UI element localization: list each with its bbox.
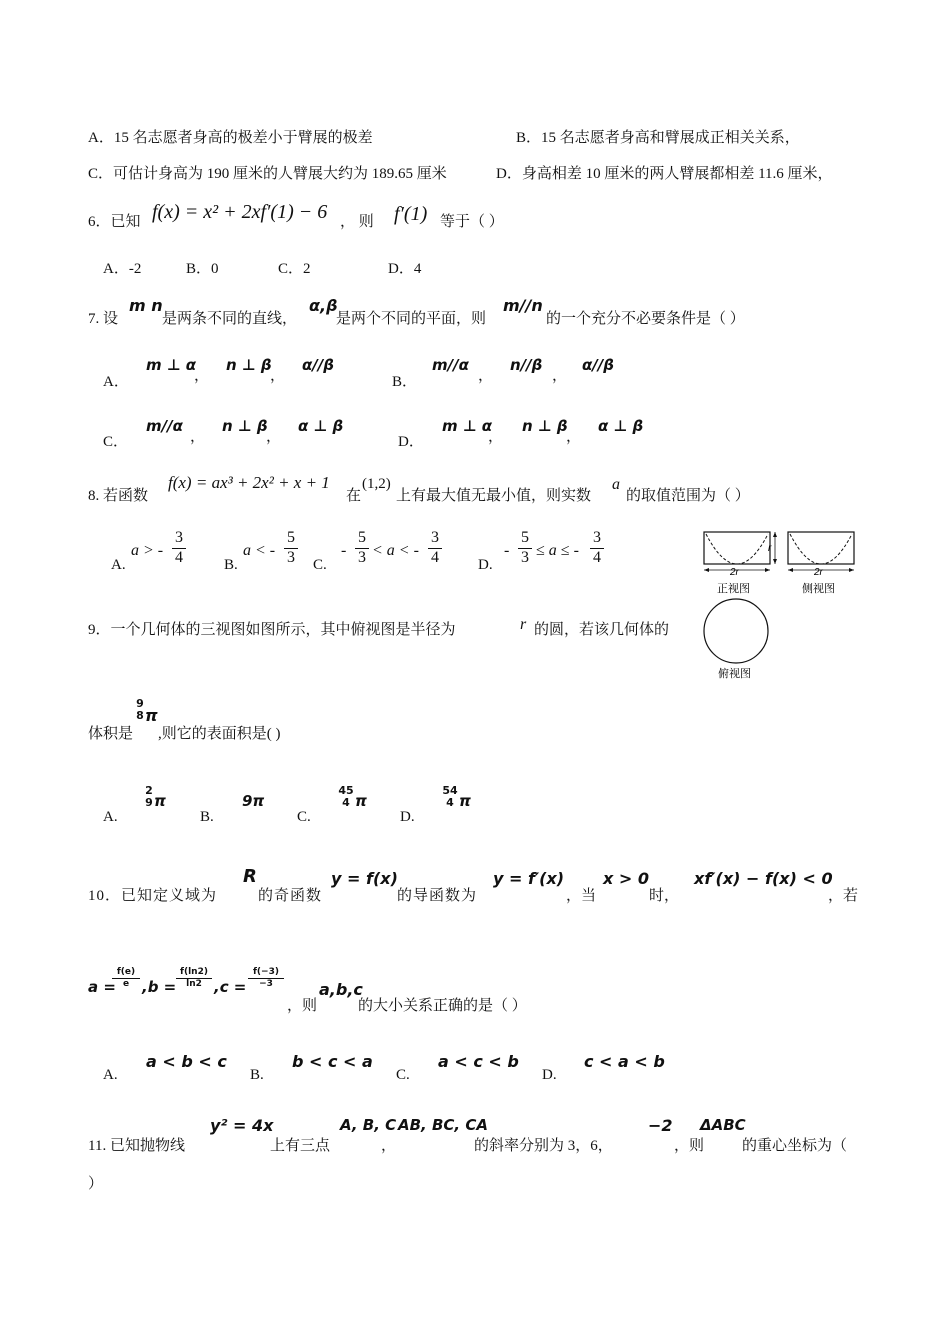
q10-c-def: ,c = xyxy=(214,978,247,996)
q9-stem: 9．一个几何体的三视图如图所示，其中俯视图是半径为 xyxy=(88,622,456,638)
q9-stem-2: 的圆，若该几何体的 xyxy=(534,622,670,638)
q8-text-3: 的取值范围为（ ） xyxy=(626,488,750,504)
q11-sides: AB, BC, CA xyxy=(398,1116,488,1134)
q11-text-1: 上有三点 xyxy=(270,1138,331,1154)
q10-abc: a,b,c xyxy=(319,980,363,999)
fraction-numerator: 3 xyxy=(431,529,439,546)
q7-option-c-label: C． xyxy=(103,434,129,450)
q8-interval: (1,2) xyxy=(362,476,391,492)
q8-num: 8. 若函数 xyxy=(88,488,149,504)
q8-option-d-fraction-2 xyxy=(590,530,604,567)
q7-option-b-sep-1: ， xyxy=(478,368,494,384)
three-view-figure xyxy=(696,528,862,684)
q7-option-b-1: m//α xyxy=(432,356,469,374)
q7-option-d-sep-2: ， xyxy=(566,429,582,445)
q9-option-a-label: A. xyxy=(103,809,118,825)
q6-formula-2: f′(1) xyxy=(394,203,428,225)
fraction-denominator: ln2 xyxy=(186,979,202,990)
q5-option-c: C．可估计身高为 190 厘米的人臂展大约为 189.65 厘米 xyxy=(88,166,447,182)
q5-option-a: A．15 名志愿者身高的极差小于臂展的极差 xyxy=(88,130,373,146)
fraction-numerator: 54 xyxy=(442,784,458,797)
q7-option-a-1: m ⊥ α xyxy=(146,356,197,374)
q7-option-b-label: B． xyxy=(392,374,418,390)
q7-option-b-2: n//β xyxy=(510,356,543,374)
fraction-denominator: 9 xyxy=(145,795,153,809)
fraction-numerator: 9 xyxy=(136,697,144,710)
q8-option-c-label: C. xyxy=(313,557,327,573)
q8-option-c-neg: - xyxy=(341,542,347,559)
q7-option-d-sep-1: ， xyxy=(488,429,504,445)
q11-text-4: 的重心坐标为（ xyxy=(742,1138,848,1154)
q10-b-def: ,b = xyxy=(142,978,177,996)
top-view xyxy=(704,599,768,680)
q8-formula: f(x) = ax³ + 2x² + x + 1 xyxy=(168,473,330,492)
q8-option-d-op: ≤ a ≤ - xyxy=(536,542,579,559)
fraction-denominator: 4 xyxy=(175,548,183,566)
fraction-denominator: 4 xyxy=(431,548,439,566)
fraction-numerator: f(ln2) xyxy=(180,967,208,977)
q9-option-c-label: C. xyxy=(297,809,311,825)
q11-triangle: ΔABC xyxy=(700,1116,746,1134)
fraction-numerator: 5 xyxy=(358,529,366,546)
fraction-denominator: −3 xyxy=(259,979,273,990)
fraction-numerator: 45 xyxy=(338,784,354,797)
q8-option-b-op: a < - xyxy=(243,542,276,559)
q10-inequality: xf′(x) − f(x) < 0 xyxy=(694,869,833,888)
q6-stem-mid: ， 则 xyxy=(340,214,374,230)
q6-stem-suffix: 等于（ ） xyxy=(440,214,504,230)
q10-option-d: c < a < b xyxy=(584,1052,665,1071)
q10-text-5: ，若 xyxy=(828,888,859,904)
fraction-numerator: 3 xyxy=(593,529,601,546)
top-view-label: 俯视图 xyxy=(718,668,751,680)
fraction-denominator: e xyxy=(122,979,130,990)
q10-b-fraction xyxy=(176,968,212,990)
q11-text-2: 的斜率分别为 3，6， xyxy=(474,1138,613,1154)
q7-option-d-label: D． xyxy=(398,434,424,450)
q9-option-c-pi: π xyxy=(355,792,367,810)
q7-option-d-2: n ⊥ β xyxy=(522,417,568,435)
q10-y-fpx: y = f′(x) xyxy=(493,869,565,888)
q8-option-b-label: B. xyxy=(224,557,238,573)
q11-num: 11. 已知抛物线 xyxy=(88,1138,185,1154)
q10-option-a: a < b < c xyxy=(146,1052,227,1071)
fraction-denominator: 3 xyxy=(521,548,529,566)
q7-option-b-sep-2: ， xyxy=(552,368,568,384)
fraction-numerator: f(−3) xyxy=(253,967,279,977)
q9-volume-fraction xyxy=(135,698,145,721)
q10-text-6: ，则 xyxy=(287,998,318,1014)
q6-option-b: B．0 xyxy=(186,261,219,277)
q10-option-c-label: C. xyxy=(396,1067,410,1083)
q11-text-3: ，则 xyxy=(674,1138,705,1154)
front-view xyxy=(704,532,777,595)
q9-option-d-fraction xyxy=(442,785,458,808)
fraction-denominator: 4 xyxy=(593,548,601,566)
fraction-denominator: 3 xyxy=(358,548,366,566)
side-view-label: 侧视图 xyxy=(802,583,835,595)
q8-option-d-neg: - xyxy=(504,542,510,559)
q6-formula: f(x) = x² + 2xf′(1) − 6 xyxy=(152,201,328,223)
q11-sep: ， xyxy=(381,1138,397,1154)
q7-condition: m//n xyxy=(503,296,543,315)
fraction-numerator: f(e) xyxy=(116,967,136,977)
q7-option-c-sep-1: ， xyxy=(190,429,206,445)
q11-points: A, B, C xyxy=(340,1116,397,1134)
q8-option-b-fraction xyxy=(284,530,298,567)
q8-option-c-fraction-1 xyxy=(355,530,369,567)
q10-R: R xyxy=(243,866,257,887)
q7-option-a-2: n ⊥ β xyxy=(226,356,272,374)
side-view-dim-2r: 2r xyxy=(814,567,823,578)
q5-option-d: D．身高相差 10 厘米的两人臂展都相差 11.6 厘米， xyxy=(496,166,833,182)
q9-volume-pi: π xyxy=(145,706,158,725)
q10-y-fx: y = f(x) xyxy=(331,869,398,888)
q7-option-d-3: α ⊥ β xyxy=(598,417,644,435)
q7-option-c-3: α ⊥ β xyxy=(298,417,344,435)
q6-option-d: D．4 xyxy=(388,261,422,277)
front-view-dim-2r: 2r xyxy=(730,567,739,578)
q9-line2-prefix: 体积是 xyxy=(88,726,134,742)
q6-option-c: C．2 xyxy=(278,261,311,277)
front-view-dim-r: r xyxy=(768,543,772,554)
q10-c-fraction xyxy=(248,968,284,990)
q10-option-d-label: D. xyxy=(542,1067,557,1083)
q10-condition: x > 0 xyxy=(603,869,649,888)
q10-text-7: 的大小关系正确的是（ ） xyxy=(358,998,527,1014)
q10-text-4: 时， xyxy=(649,888,680,904)
q8-option-d-label: D. xyxy=(478,557,493,573)
q6-option-a: A．-2 xyxy=(103,261,142,277)
q10-num: 10．已知定义域为 xyxy=(88,888,218,904)
fraction-denominator: 3 xyxy=(287,548,295,566)
q9-option-a-pi: π xyxy=(154,792,166,810)
q9-line2-suffix: ,则它的表面积是( ) xyxy=(158,726,281,742)
q7-option-a-sep-1: ， xyxy=(194,368,210,384)
q8-text-2: 上有最大值无最小值，则实数 xyxy=(396,488,592,504)
q9-r: r xyxy=(520,616,527,633)
q11-parabola: y² = 4x xyxy=(210,1116,274,1135)
q7-option-a-label: A． xyxy=(103,374,129,390)
q7-alpha-beta: α,β xyxy=(309,296,338,315)
q8-var: a xyxy=(612,476,620,493)
q10-option-b-label: B. xyxy=(250,1067,264,1083)
fraction-numerator: 2 xyxy=(145,784,153,797)
q8-option-a-op: a > - xyxy=(131,542,164,559)
q10-text-2: 的导函数为 xyxy=(397,888,478,904)
q7-num: 7. 设 xyxy=(88,311,119,327)
q8-option-d-fraction-1 xyxy=(518,530,532,567)
q10-text-1: 的奇函数 xyxy=(258,888,323,904)
q11-line2: ） xyxy=(88,1176,104,1192)
q10-text-3: ，当 xyxy=(566,888,597,904)
q8-option-c-op: < a < - xyxy=(372,542,419,559)
q8-option-a-label: A. xyxy=(111,557,126,573)
q7-option-c-1: m//α xyxy=(146,417,183,435)
q6-stem-prefix: 6．已知 xyxy=(88,214,141,230)
q5-option-b: B．15 名志愿者身高和臂展成正相关关系， xyxy=(516,130,800,146)
fraction-denominator: 4 xyxy=(342,795,350,809)
q9-option-d-pi: π xyxy=(459,792,471,810)
fraction-denominator: 8 xyxy=(136,708,144,722)
q7-text-3: 的一个充分不必要条件是（ ） xyxy=(546,311,745,327)
q10-option-a-label: A. xyxy=(103,1067,118,1083)
q8-option-c-fraction-2 xyxy=(428,530,442,567)
q10-a-fraction xyxy=(112,968,140,990)
q7-option-a-3: α//β xyxy=(302,356,334,374)
q9-option-a-fraction xyxy=(144,785,154,808)
q7-text-2: 是两个不同的平面，则 xyxy=(336,311,487,327)
q9-option-c-fraction xyxy=(338,785,354,808)
side-view xyxy=(788,532,854,595)
q10-option-b: b < c < a xyxy=(292,1052,373,1071)
q7-option-c-sep-2: ， xyxy=(266,429,282,445)
q8-option-a-fraction xyxy=(172,530,186,567)
q7-text-1: 是两条不同的直线， xyxy=(162,311,298,327)
q9-option-d-label: D. xyxy=(400,809,415,825)
q7-option-d-1: m ⊥ α xyxy=(442,417,493,435)
q7-mn: m n xyxy=(129,296,163,315)
q7-option-c-2: n ⊥ β xyxy=(222,417,268,435)
fraction-denominator: 4 xyxy=(446,795,454,809)
fraction-numerator: 5 xyxy=(287,529,295,546)
q8-text-1: 在 xyxy=(346,488,362,504)
q10-a-def: a = xyxy=(88,978,116,996)
fraction-numerator: 3 xyxy=(175,529,183,546)
front-view-label: 正视图 xyxy=(717,583,750,595)
q9-option-b: 9π xyxy=(242,792,265,810)
q7-option-a-sep-2: ， xyxy=(270,368,286,384)
fraction-numerator: 5 xyxy=(521,529,529,546)
q7-option-b-3: α//β xyxy=(582,356,614,374)
q9-option-b-label: B. xyxy=(200,809,214,825)
q11-neg2: −2 xyxy=(648,1116,673,1135)
q10-option-c: a < c < b xyxy=(438,1052,519,1071)
